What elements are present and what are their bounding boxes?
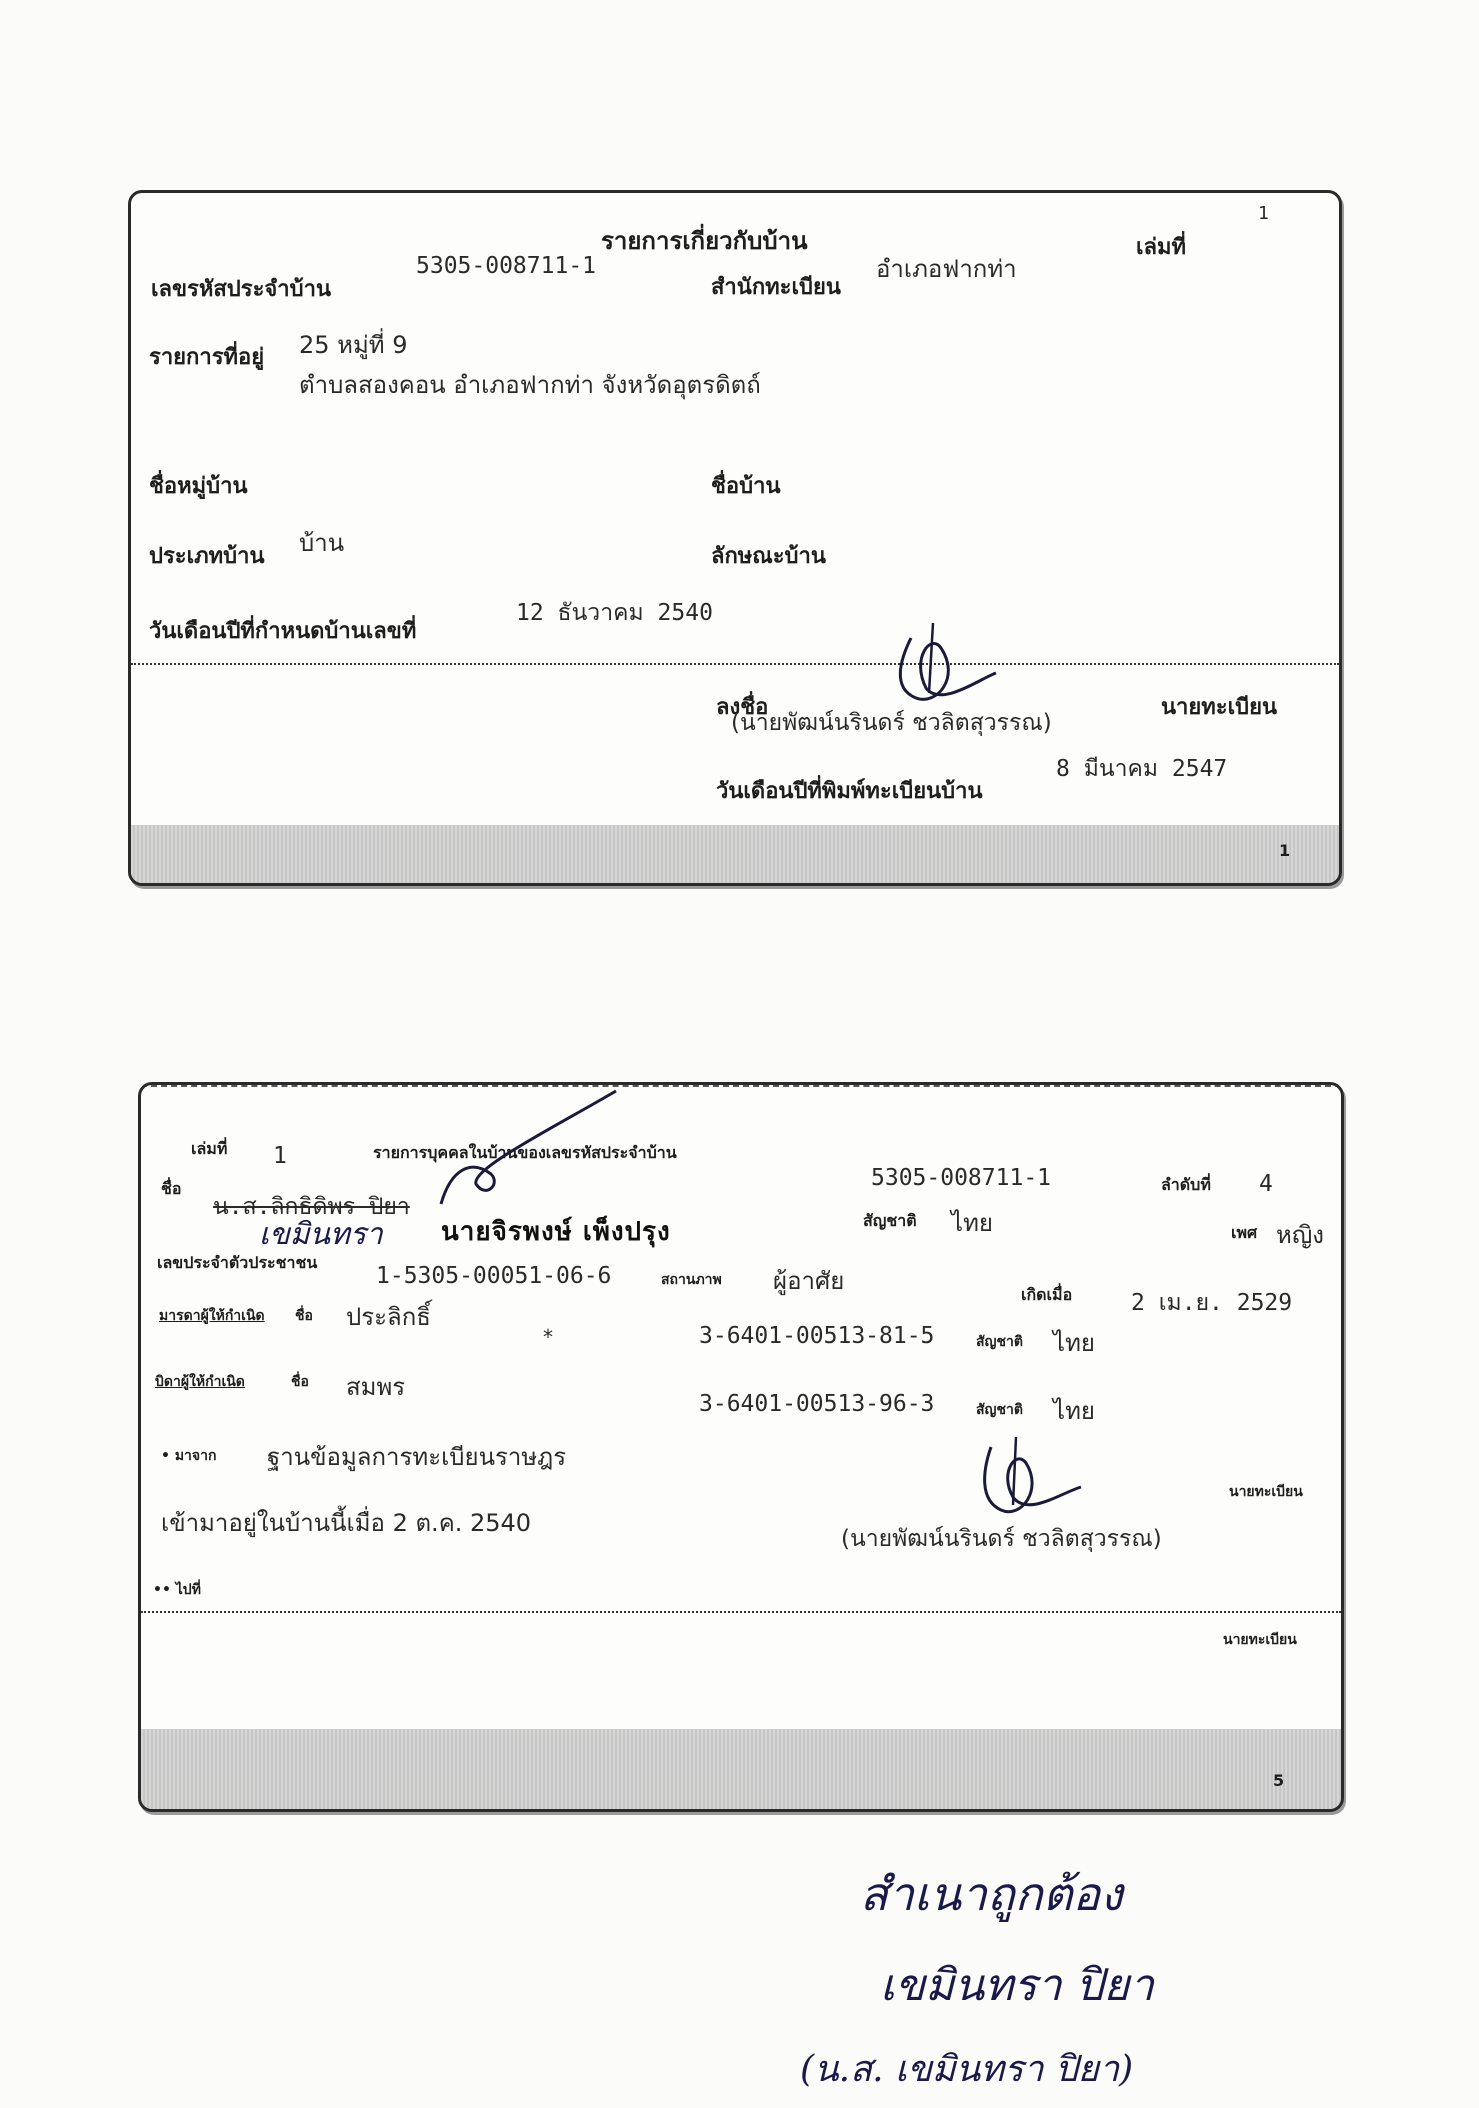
mother-name: ประลิกธิ์: [346, 1303, 431, 1331]
official-name-stamp: นายจิรพงษ์ เพ็งปรุง: [441, 1217, 671, 1247]
father-name: สมพร: [346, 1373, 406, 1401]
name-label: ชื่อ: [161, 1179, 182, 1198]
father-name-label: ชื่อ: [291, 1374, 309, 1390]
book-value: 1: [273, 1143, 287, 1169]
father-nationality: ไทย: [1053, 1397, 1095, 1425]
date-assigned-value: 12 ธันวาคม 2540: [516, 600, 713, 626]
mother-name-label: ชื่อ: [295, 1308, 313, 1324]
sex-label: เพศ: [1231, 1223, 1258, 1242]
house-name-label: ชื่อบ้าน: [711, 474, 781, 499]
father-nationality-label: สัญชาติ: [976, 1402, 1023, 1418]
top-dashed-line: [141, 1085, 1341, 1087]
house-type-value: บ้าน: [299, 529, 345, 557]
nationality-label: สัญชาติ: [863, 1211, 917, 1230]
page-number: 5: [1273, 1771, 1285, 1790]
asterisk-mark: *: [543, 1325, 553, 1349]
id-label: เลขประจำตัวประชาชน: [157, 1253, 318, 1272]
registrar-name: (นายพัฒน์นรินดร์ ชวลิตสุวรรณ): [841, 1526, 1162, 1552]
house-type-label: ประเภทบ้าน: [149, 544, 265, 569]
house-details-card: [128, 190, 1342, 886]
id-value: 1-5305-00051-06-6: [376, 1263, 612, 1289]
mother-nationality-label: สัญชาติ: [976, 1334, 1023, 1350]
registrar-label: นายทะเบียน: [1161, 695, 1278, 720]
person-record-card: [138, 1082, 1344, 1812]
status-value: ผู้อาศัย: [773, 1267, 845, 1295]
correction-signature-icon: [431, 1089, 621, 1209]
nationality-value: ไทย: [951, 1209, 993, 1237]
print-date-value: 8 มีนาคม 2547: [1056, 756, 1228, 782]
father-label: บิดาผู้ให้กำเนิด: [155, 1374, 245, 1390]
name-value: น.ส.ลิกธิดิพร ปิยา: [213, 1194, 410, 1220]
father-id: 3-6401-00513-96-3: [699, 1391, 935, 1417]
from-value: ฐานข้อมูลการทะเบียนราษฎร: [267, 1443, 567, 1471]
sex-value: หญิง: [1276, 1221, 1324, 1249]
registrar-label: นายทะเบียน: [1229, 1484, 1303, 1500]
to-label: •• ไปที่: [153, 1582, 201, 1598]
dotted-divider: [141, 1611, 1341, 1613]
house-code-value: 5305-008711-1: [871, 1165, 1052, 1191]
print-date-label: วันเดือนปีที่พิมพ์ทะเบียนบ้าน: [716, 779, 983, 804]
book-label: เล่มที่: [1136, 235, 1187, 260]
registry-office-label: สำนักทะเบียน: [711, 275, 841, 300]
certifier-printed-name: (น.ส. เขมินทรา ปิยา): [800, 2049, 1134, 2090]
date-assigned-label: วันเดือนปีที่กำหนดบ้านเลขที่: [149, 619, 417, 644]
from-label: • มาจาก: [161, 1448, 217, 1464]
sign-label: ลงชื่อ: [716, 695, 769, 720]
address-line1: 25 หมู่ที่ 9: [299, 331, 408, 359]
registrar-name: (นายพัฒน์นรินดร์ ชวลิตสุวรรณ): [731, 710, 1052, 736]
house-code-label: เลขรหัสประจำบ้าน: [151, 277, 331, 302]
address-line2: ตำบลสองคอน อำเภอฟากท่า จังหวัดอุตรดิตถ์: [299, 371, 761, 399]
person-record-title: รายการบุคคลในบ้านของเลขรหัสประจำบ้าน: [373, 1143, 677, 1162]
card-shaded-band: [141, 1729, 1341, 1809]
page-number: 1: [1279, 841, 1291, 860]
name-handwritten-correction: เขมินทรา: [259, 1217, 383, 1252]
status-label: สถานภาพ: [661, 1272, 722, 1288]
mother-label: มารดาผู้ให้กำเนิด: [159, 1308, 265, 1324]
registry-office-value: อำเภอฟากท่า: [876, 255, 1017, 283]
born-label: เกิดเมื่อ: [1021, 1285, 1073, 1304]
house-code-value: 5305-008711-1: [416, 253, 597, 279]
moved-in-text: เข้ามาอยู่ในบ้านนี้เมื่อ 2 ต.ค. 2540: [161, 1509, 532, 1537]
dotted-divider: [131, 663, 1339, 665]
registrar-signature-icon: [871, 618, 1011, 718]
mother-id: 3-6401-00513-81-5: [699, 1323, 935, 1349]
house-feature-label: ลักษณะบ้าน: [711, 544, 826, 569]
village-name-label: ชื่อหมู่บ้าน: [149, 474, 248, 499]
house-details-title: รายการเกี่ยวกับบ้าน: [601, 227, 808, 255]
registrar-signature-icon: [961, 1435, 1091, 1525]
registrar-label-2: นายทะเบียน: [1223, 1632, 1297, 1648]
mother-nationality: ไทย: [1053, 1329, 1095, 1357]
address-label: รายการที่อยู่: [149, 345, 265, 370]
book-label: เล่มที่: [191, 1139, 228, 1158]
card-shaded-band: [131, 825, 1339, 883]
born-value: 2 เม.ย. 2529: [1131, 1290, 1293, 1316]
order-label: ลำดับที่: [1161, 1175, 1211, 1194]
certifier-signature-name: เขมินทรา ปิยา: [880, 1960, 1154, 2011]
certified-copy-note: สำเนาถูกต้อง: [860, 1867, 1123, 1921]
order-value: 4: [1259, 1171, 1273, 1197]
book-value: 1: [1258, 203, 1269, 224]
